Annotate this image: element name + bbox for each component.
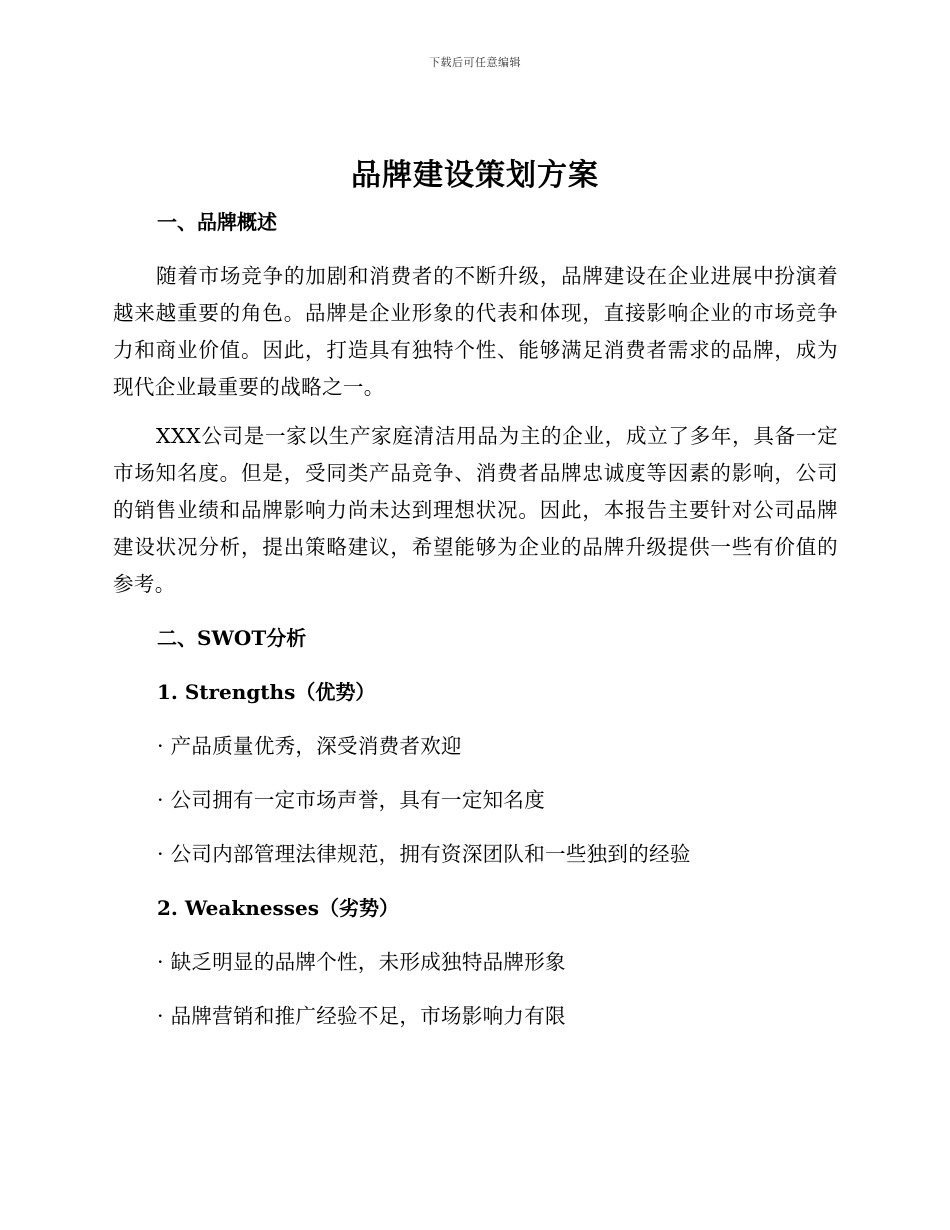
strength-item: · 公司内部管理法律规范，拥有资深团队和一些独到的经验 <box>157 842 691 866</box>
weakness-item: · 缺乏明显的品牌个性，未形成独特品牌形象 <box>157 950 566 974</box>
header-note: 下载后可任意编辑 <box>429 56 521 69</box>
document-title: 品牌建设策划方案 <box>351 158 599 193</box>
section-heading-overview: 一、品牌概述 <box>157 210 277 234</box>
swot-weaknesses-label: 2. Weaknesses（劣势） <box>157 896 399 920</box>
strength-item: · 公司拥有一定市场声誉，具有一定知名度 <box>157 788 546 812</box>
swot-strengths-label: 1. Strengths（优势） <box>157 680 376 704</box>
overview-paragraph-1: 随着市场竞争的加剧和消费者的不断升级，品牌建设在企业进展中扮演着越来越重要的角色。品牌是企业形象的代表和体现，直接影响企业的市场竞争力和商业价值。因此，打造具有独特个性、能够满足消费者需求的品牌，成为现代企业最重要的战略之一。 <box>113 264 838 399</box>
strength-item: · 产品质量优秀，深受消费者欢迎 <box>157 734 462 758</box>
overview-paragraph-2: XXX公司是一家以生产家庭清洁用品为主的企业，成立了多年，具备一定市场知名度。但是，受同类产品竞争、消费者品牌忠诚度等因素的影响，公司的销售业绩和品牌影响力尚未达到理想状况。因此，本报告主要针对公司品牌建设状况分析，提出策略建议，希望能够为企业的品牌升级提供一些有价值的参考。 <box>113 424 838 596</box>
document-body <box>113 200 838 1036</box>
section-heading-swot: 二、SWOT分析 <box>157 626 307 650</box>
weakness-item: · 品牌营销和推广经验不足，市场影响力有限 <box>157 1004 566 1028</box>
